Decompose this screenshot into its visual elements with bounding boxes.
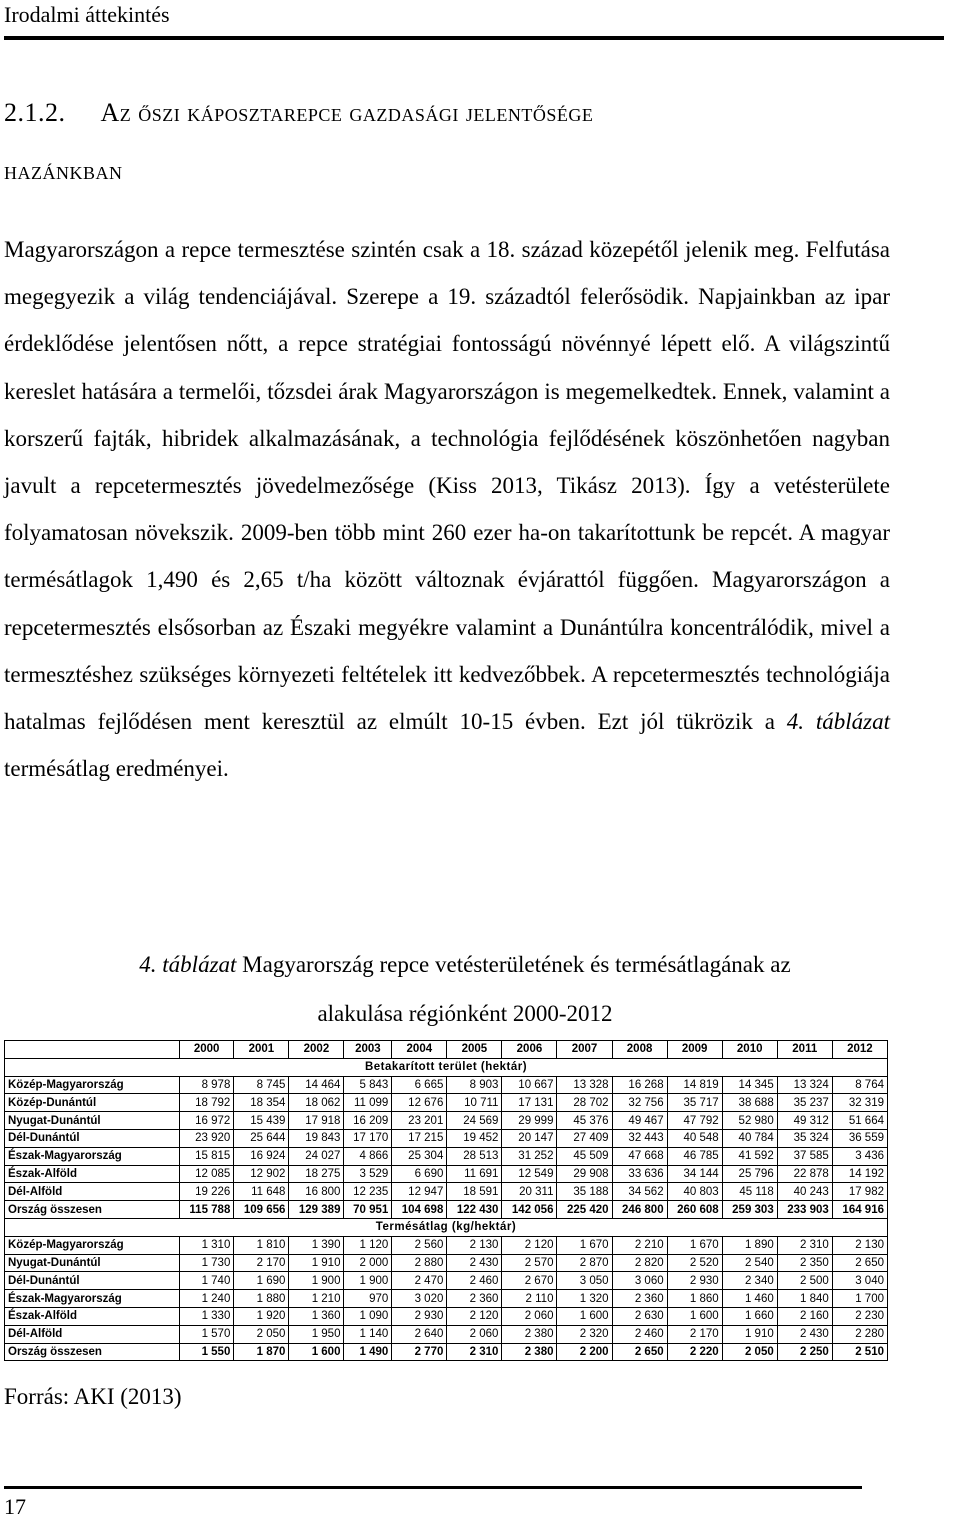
- value-cell: 1 880: [234, 1290, 289, 1308]
- value-cell: 18 591: [447, 1183, 502, 1201]
- value-cell: 45 376: [557, 1112, 612, 1130]
- value-cell: 1 950: [289, 1325, 344, 1343]
- value-cell: 5 843: [344, 1076, 392, 1094]
- value-cell: 2 460: [447, 1272, 502, 1290]
- value-cell: 47 668: [612, 1147, 667, 1165]
- value-cell: 16 268: [612, 1076, 667, 1094]
- value-cell: 1 920: [234, 1307, 289, 1325]
- value-cell: 12 902: [234, 1165, 289, 1183]
- total-row: [5, 1343, 888, 1361]
- value-cell: 115 788: [180, 1201, 234, 1219]
- value-cell: 16 972: [180, 1112, 234, 1130]
- value-cell: 2 650: [832, 1254, 887, 1272]
- year-header: 2006: [502, 1041, 557, 1059]
- value-cell: 2 320: [557, 1325, 612, 1343]
- value-cell: 2 630: [612, 1307, 667, 1325]
- value-cell: 25 304: [392, 1147, 447, 1165]
- value-cell: 2 280: [832, 1325, 887, 1343]
- value-cell: 18 062: [289, 1094, 344, 1112]
- value-cell: 31 252: [502, 1147, 557, 1165]
- value-cell: 1 550: [180, 1343, 234, 1361]
- value-cell: 8 764: [832, 1076, 887, 1094]
- value-cell: 2 360: [612, 1290, 667, 1308]
- value-cell: 18 275: [289, 1165, 344, 1183]
- value-cell: 17 215: [392, 1129, 447, 1147]
- region-cell: Észak-Alföld: [5, 1307, 180, 1325]
- section-title-line2: hazánkban: [4, 156, 123, 185]
- value-cell: 3 040: [832, 1272, 887, 1290]
- value-cell: 19 226: [180, 1183, 234, 1201]
- value-cell: 2 170: [234, 1254, 289, 1272]
- section-title-row: [5, 1218, 888, 1236]
- table-row: [5, 1183, 888, 1201]
- value-cell: 142 056: [502, 1201, 557, 1219]
- value-cell: 2 770: [392, 1343, 447, 1361]
- value-cell: 12 549: [502, 1165, 557, 1183]
- value-cell: 259 303: [722, 1201, 777, 1219]
- value-cell: 2 540: [722, 1254, 777, 1272]
- value-cell: 1 600: [557, 1307, 612, 1325]
- value-cell: 24 027: [289, 1147, 344, 1165]
- value-cell: 1 900: [289, 1272, 344, 1290]
- header-blank-cell: [5, 1041, 180, 1059]
- value-cell: 2 310: [447, 1343, 502, 1361]
- value-cell: 24 569: [447, 1112, 502, 1130]
- value-cell: 1 870: [234, 1343, 289, 1361]
- value-cell: 3 020: [392, 1290, 447, 1308]
- section-title-row: [5, 1058, 888, 1076]
- value-cell: 1 490: [344, 1343, 392, 1361]
- value-cell: 2 220: [667, 1343, 722, 1361]
- value-cell: 122 430: [447, 1201, 502, 1219]
- source-note: Forrás: AKI (2013): [4, 1384, 182, 1409]
- year-header: 2001: [234, 1041, 289, 1059]
- value-cell: 20 311: [502, 1183, 557, 1201]
- caption-line1: Magyarország repce vetésterületének és termésátlagának az: [236, 952, 791, 977]
- year-header: 2005: [447, 1041, 502, 1059]
- value-cell: 1 860: [667, 1290, 722, 1308]
- caption-ref: 4. táblázat: [139, 952, 237, 977]
- value-cell: 32 756: [612, 1094, 667, 1112]
- value-cell: 40 784: [722, 1129, 777, 1147]
- value-cell: 8 745: [234, 1076, 289, 1094]
- section-title-line1: Az őszi káposztarepce gazdasági jelentősége: [100, 98, 594, 127]
- value-cell: 2 570: [502, 1254, 557, 1272]
- value-cell: 260 608: [667, 1201, 722, 1219]
- value-cell: 25 644: [234, 1129, 289, 1147]
- year-header: 2000: [180, 1041, 234, 1059]
- value-cell: 12 085: [180, 1165, 234, 1183]
- running-header: [4, 0, 944, 40]
- total-row: [5, 1201, 888, 1219]
- value-cell: 3 436: [832, 1147, 887, 1165]
- value-cell: 2 650: [612, 1343, 667, 1361]
- value-cell: 246 800: [612, 1201, 667, 1219]
- value-cell: 6 690: [392, 1165, 447, 1183]
- value-cell: 1 910: [289, 1254, 344, 1272]
- value-cell: 34 562: [612, 1183, 667, 1201]
- value-cell: 16 924: [234, 1147, 289, 1165]
- value-cell: 52 980: [722, 1112, 777, 1130]
- value-cell: 14 464: [289, 1076, 344, 1094]
- value-cell: 23 920: [180, 1129, 234, 1147]
- value-cell: 2 820: [612, 1254, 667, 1272]
- value-cell: 109 656: [234, 1201, 289, 1219]
- section-heading: [4, 84, 924, 200]
- value-cell: 20 147: [502, 1129, 557, 1147]
- value-cell: 35 237: [777, 1094, 832, 1112]
- value-cell: 1 810: [234, 1236, 289, 1254]
- table-row: [5, 1236, 888, 1254]
- region-cell: Észak-Alföld: [5, 1165, 180, 1183]
- value-cell: 1 660: [722, 1307, 777, 1325]
- value-cell: 2 360: [447, 1290, 502, 1308]
- value-cell: 2 670: [502, 1272, 557, 1290]
- value-cell: 1 460: [722, 1290, 777, 1308]
- value-cell: 1 570: [180, 1325, 234, 1343]
- value-cell: 2 880: [392, 1254, 447, 1272]
- value-cell: 2 930: [667, 1272, 722, 1290]
- value-cell: 1 140: [344, 1325, 392, 1343]
- value-cell: 2 510: [832, 1343, 887, 1361]
- value-cell: 70 951: [344, 1201, 392, 1219]
- value-cell: 27 409: [557, 1129, 612, 1147]
- value-cell: 49 312: [777, 1112, 832, 1130]
- year-header: 2011: [777, 1041, 832, 1059]
- value-cell: 3 529: [344, 1165, 392, 1183]
- value-cell: 13 324: [777, 1076, 832, 1094]
- region-cell: Közép-Magyarország: [5, 1076, 180, 1094]
- table-row: [5, 1165, 888, 1183]
- value-cell: 36 559: [832, 1129, 887, 1147]
- value-cell: 2 870: [557, 1254, 612, 1272]
- value-cell: 8 978: [180, 1076, 234, 1094]
- value-cell: 4 866: [344, 1147, 392, 1165]
- value-cell: 129 389: [289, 1201, 344, 1219]
- year-header: 2010: [722, 1041, 777, 1059]
- region-cell: Dél-Alföld: [5, 1325, 180, 1343]
- section-title: Betakarított terület (hektár): [5, 1058, 888, 1076]
- region-cell: Dél-Alföld: [5, 1183, 180, 1201]
- value-cell: 15 439: [234, 1112, 289, 1130]
- value-cell: 1 900: [344, 1272, 392, 1290]
- value-cell: 18 792: [180, 1094, 234, 1112]
- value-cell: 2 640: [392, 1325, 447, 1343]
- value-cell: 1 700: [832, 1290, 887, 1308]
- value-cell: 2 210: [612, 1236, 667, 1254]
- value-cell: 2 470: [392, 1272, 447, 1290]
- region-cell: Nyugat-Dunántúl: [5, 1112, 180, 1130]
- value-cell: 19 452: [447, 1129, 502, 1147]
- value-cell: 16 800: [289, 1183, 344, 1201]
- value-cell: 1 090: [344, 1307, 392, 1325]
- value-cell: 2 160: [777, 1307, 832, 1325]
- value-cell: 164 916: [832, 1201, 887, 1219]
- value-cell: 32 319: [832, 1094, 887, 1112]
- year-header: 2007: [557, 1041, 612, 1059]
- value-cell: 10 711: [447, 1094, 502, 1112]
- value-cell: 2 560: [392, 1236, 447, 1254]
- value-cell: 2 340: [722, 1272, 777, 1290]
- value-cell: 1 690: [234, 1272, 289, 1290]
- table-row: [5, 1147, 888, 1165]
- value-cell: 14 345: [722, 1076, 777, 1094]
- value-cell: 2 460: [612, 1325, 667, 1343]
- value-cell: 33 636: [612, 1165, 667, 1183]
- value-cell: 40 548: [667, 1129, 722, 1147]
- body-paragraph: [4, 226, 890, 792]
- value-cell: 12 235: [344, 1183, 392, 1201]
- value-cell: 2 520: [667, 1254, 722, 1272]
- value-cell: 35 324: [777, 1129, 832, 1147]
- value-cell: 28 513: [447, 1147, 502, 1165]
- value-cell: 2 250: [777, 1343, 832, 1361]
- value-cell: 1 120: [344, 1236, 392, 1254]
- value-cell: 2 200: [557, 1343, 612, 1361]
- value-cell: 2 380: [502, 1325, 557, 1343]
- value-cell: 1 210: [289, 1290, 344, 1308]
- region-cell: Dél-Dunántúl: [5, 1272, 180, 1290]
- table-caption: [40, 940, 890, 1038]
- value-cell: 104 698: [392, 1201, 447, 1219]
- value-cell: 11 099: [344, 1094, 392, 1112]
- year-header: 2009: [667, 1041, 722, 1059]
- paragraph-end: termésátlag eredményei.: [4, 756, 229, 782]
- value-cell: 16 209: [344, 1112, 392, 1130]
- value-cell: 1 670: [667, 1236, 722, 1254]
- value-cell: 11 691: [447, 1165, 502, 1183]
- value-cell: 29 999: [502, 1112, 557, 1130]
- value-cell: 34 144: [667, 1165, 722, 1183]
- value-cell: 2 060: [502, 1307, 557, 1325]
- value-cell: 14 192: [832, 1165, 887, 1183]
- value-cell: 23 201: [392, 1112, 447, 1130]
- value-cell: 14 819: [667, 1076, 722, 1094]
- value-cell: 1 730: [180, 1254, 234, 1272]
- table-row: [5, 1290, 888, 1308]
- table-row: [5, 1076, 888, 1094]
- value-cell: 1 360: [289, 1307, 344, 1325]
- value-cell: 2 130: [832, 1236, 887, 1254]
- value-cell: 1 910: [722, 1325, 777, 1343]
- value-cell: 22 878: [777, 1165, 832, 1183]
- footer-rule: [4, 1486, 862, 1489]
- value-cell: 1 740: [180, 1272, 234, 1290]
- value-cell: 2 130: [447, 1236, 502, 1254]
- value-cell: 233 903: [777, 1201, 832, 1219]
- value-cell: 17 918: [289, 1112, 344, 1130]
- value-cell: 45 118: [722, 1183, 777, 1201]
- value-cell: 2 120: [502, 1236, 557, 1254]
- value-cell: 15 815: [180, 1147, 234, 1165]
- value-cell: 37 585: [777, 1147, 832, 1165]
- value-cell: 225 420: [557, 1201, 612, 1219]
- value-cell: 2 430: [447, 1254, 502, 1272]
- value-cell: 40 243: [777, 1183, 832, 1201]
- caption-line2: alakulása régiónként 2000-2012: [317, 1001, 613, 1026]
- table-header-row: [5, 1041, 888, 1059]
- value-cell: 38 688: [722, 1094, 777, 1112]
- region-cell: Nyugat-Dunántúl: [5, 1254, 180, 1272]
- value-cell: 1 330: [180, 1307, 234, 1325]
- value-cell: 28 702: [557, 1094, 612, 1112]
- value-cell: 11 648: [234, 1183, 289, 1201]
- value-cell: 29 908: [557, 1165, 612, 1183]
- value-cell: 25 796: [722, 1165, 777, 1183]
- value-cell: 1 600: [667, 1307, 722, 1325]
- value-cell: 45 509: [557, 1147, 612, 1165]
- table-row: [5, 1129, 888, 1147]
- table-row: [5, 1254, 888, 1272]
- value-cell: 47 792: [667, 1112, 722, 1130]
- value-cell: 2 350: [777, 1254, 832, 1272]
- value-cell: 35 188: [557, 1183, 612, 1201]
- value-cell: 51 664: [832, 1112, 887, 1130]
- value-cell: 49 467: [612, 1112, 667, 1130]
- value-cell: 1 840: [777, 1290, 832, 1308]
- value-cell: 2 110: [502, 1290, 557, 1308]
- year-header: 2004: [392, 1041, 447, 1059]
- value-cell: 2 170: [667, 1325, 722, 1343]
- value-cell: 2 500: [777, 1272, 832, 1290]
- value-cell: 12 676: [392, 1094, 447, 1112]
- value-cell: 1 320: [557, 1290, 612, 1308]
- region-cell: Közép-Magyarország: [5, 1236, 180, 1254]
- value-cell: 1 310: [180, 1236, 234, 1254]
- value-cell: 41 592: [722, 1147, 777, 1165]
- value-cell: 6 665: [392, 1076, 447, 1094]
- paragraph-text: Magyarországon a repce termesztése szintén csak a 18. század közepétől jelenik meg. Felfutása megegyezik a világ tendenciájával. Szerepe a 19. századtól felerősödik. Napjainkban az ipar érdeklődése jelentősen nőtt, a repce stratégiai fontosságú növénnyé lépett elő. A világszintű kereslet hatására a termelői, tőzsdei árak Magyarországon is megemelkedtek. Ennek, valamint a korszerű fajták, hibridek alkalmazásának, a technológia fejlődésének köszönhetően nagyban javult a repcetermesztés jövedelmezősége (Kiss 2013, Tikász 2013). Így a vetésterülete folyamatosan növekszik. 2009-ben több mint 260 ezer ha-on takarítottunk be repcét. A magyar termésátlagok 1,490 és 2,65 t/ha között változnak évjárattól függően. Magyarországon a repcetermesztés elsősorban az Északi megyékre valamint a Dunántúlra koncentrálódik, mivel a termesztéshez szükséges környezeti feltételek itt kedvezőbbek. A repcetermesztés technológiája hatalmas fejlődésen ment keresztül az elmúlt 10-15 évben. Ezt jól tükrözik a: [4, 237, 890, 735]
- value-cell: 8 903: [447, 1076, 502, 1094]
- value-cell: 1 670: [557, 1236, 612, 1254]
- value-cell: 1 600: [289, 1343, 344, 1361]
- running-header-title: Irodalmi áttekintés: [4, 2, 170, 27]
- section-number: 2.1.2.: [4, 98, 66, 127]
- value-cell: 17 982: [832, 1183, 887, 1201]
- value-cell: 2 060: [447, 1325, 502, 1343]
- value-cell: 32 443: [612, 1129, 667, 1147]
- value-cell: 18 354: [234, 1094, 289, 1112]
- table-reference: 4. táblázat: [786, 709, 891, 735]
- year-header: 2003: [344, 1041, 392, 1059]
- value-cell: 1 240: [180, 1290, 234, 1308]
- value-cell: 12 947: [392, 1183, 447, 1201]
- year-header: 2012: [832, 1041, 887, 1059]
- value-cell: 1 890: [722, 1236, 777, 1254]
- value-cell: 2 380: [502, 1343, 557, 1361]
- region-cell: Észak-Magyarország: [5, 1290, 180, 1308]
- year-header: 2008: [612, 1041, 667, 1059]
- value-cell: 2 430: [777, 1325, 832, 1343]
- value-cell: 13 328: [557, 1076, 612, 1094]
- value-cell: 2 120: [447, 1307, 502, 1325]
- value-cell: 17 170: [344, 1129, 392, 1147]
- value-cell: 35 717: [667, 1094, 722, 1112]
- value-cell: 970: [344, 1290, 392, 1308]
- value-cell: 17 131: [502, 1094, 557, 1112]
- section-title: Termésátlag (kg/hektár): [5, 1218, 888, 1236]
- value-cell: 2 000: [344, 1254, 392, 1272]
- page-number: 17: [4, 1494, 26, 1519]
- table-row: [5, 1112, 888, 1130]
- value-cell: 46 785: [667, 1147, 722, 1165]
- value-cell: 2 050: [722, 1343, 777, 1361]
- region-cell: Dél-Dunántúl: [5, 1129, 180, 1147]
- region-cell: Ország összesen: [5, 1201, 180, 1219]
- value-cell: 3 060: [612, 1272, 667, 1290]
- table-row: [5, 1094, 888, 1112]
- table-row: [5, 1307, 888, 1325]
- region-cell: Ország összesen: [5, 1343, 180, 1361]
- table-row: [5, 1272, 888, 1290]
- data-table: [4, 1040, 888, 1361]
- region-cell: Közép-Dunántúl: [5, 1094, 180, 1112]
- value-cell: 2 050: [234, 1325, 289, 1343]
- value-cell: 19 843: [289, 1129, 344, 1147]
- value-cell: 2 930: [392, 1307, 447, 1325]
- table-row: [5, 1325, 888, 1343]
- value-cell: 3 050: [557, 1272, 612, 1290]
- value-cell: 1 390: [289, 1236, 344, 1254]
- value-cell: 10 667: [502, 1076, 557, 1094]
- value-cell: 2 310: [777, 1236, 832, 1254]
- year-header: 2002: [289, 1041, 344, 1059]
- value-cell: 2 230: [832, 1307, 887, 1325]
- value-cell: 40 803: [667, 1183, 722, 1201]
- region-cell: Észak-Magyarország: [5, 1147, 180, 1165]
